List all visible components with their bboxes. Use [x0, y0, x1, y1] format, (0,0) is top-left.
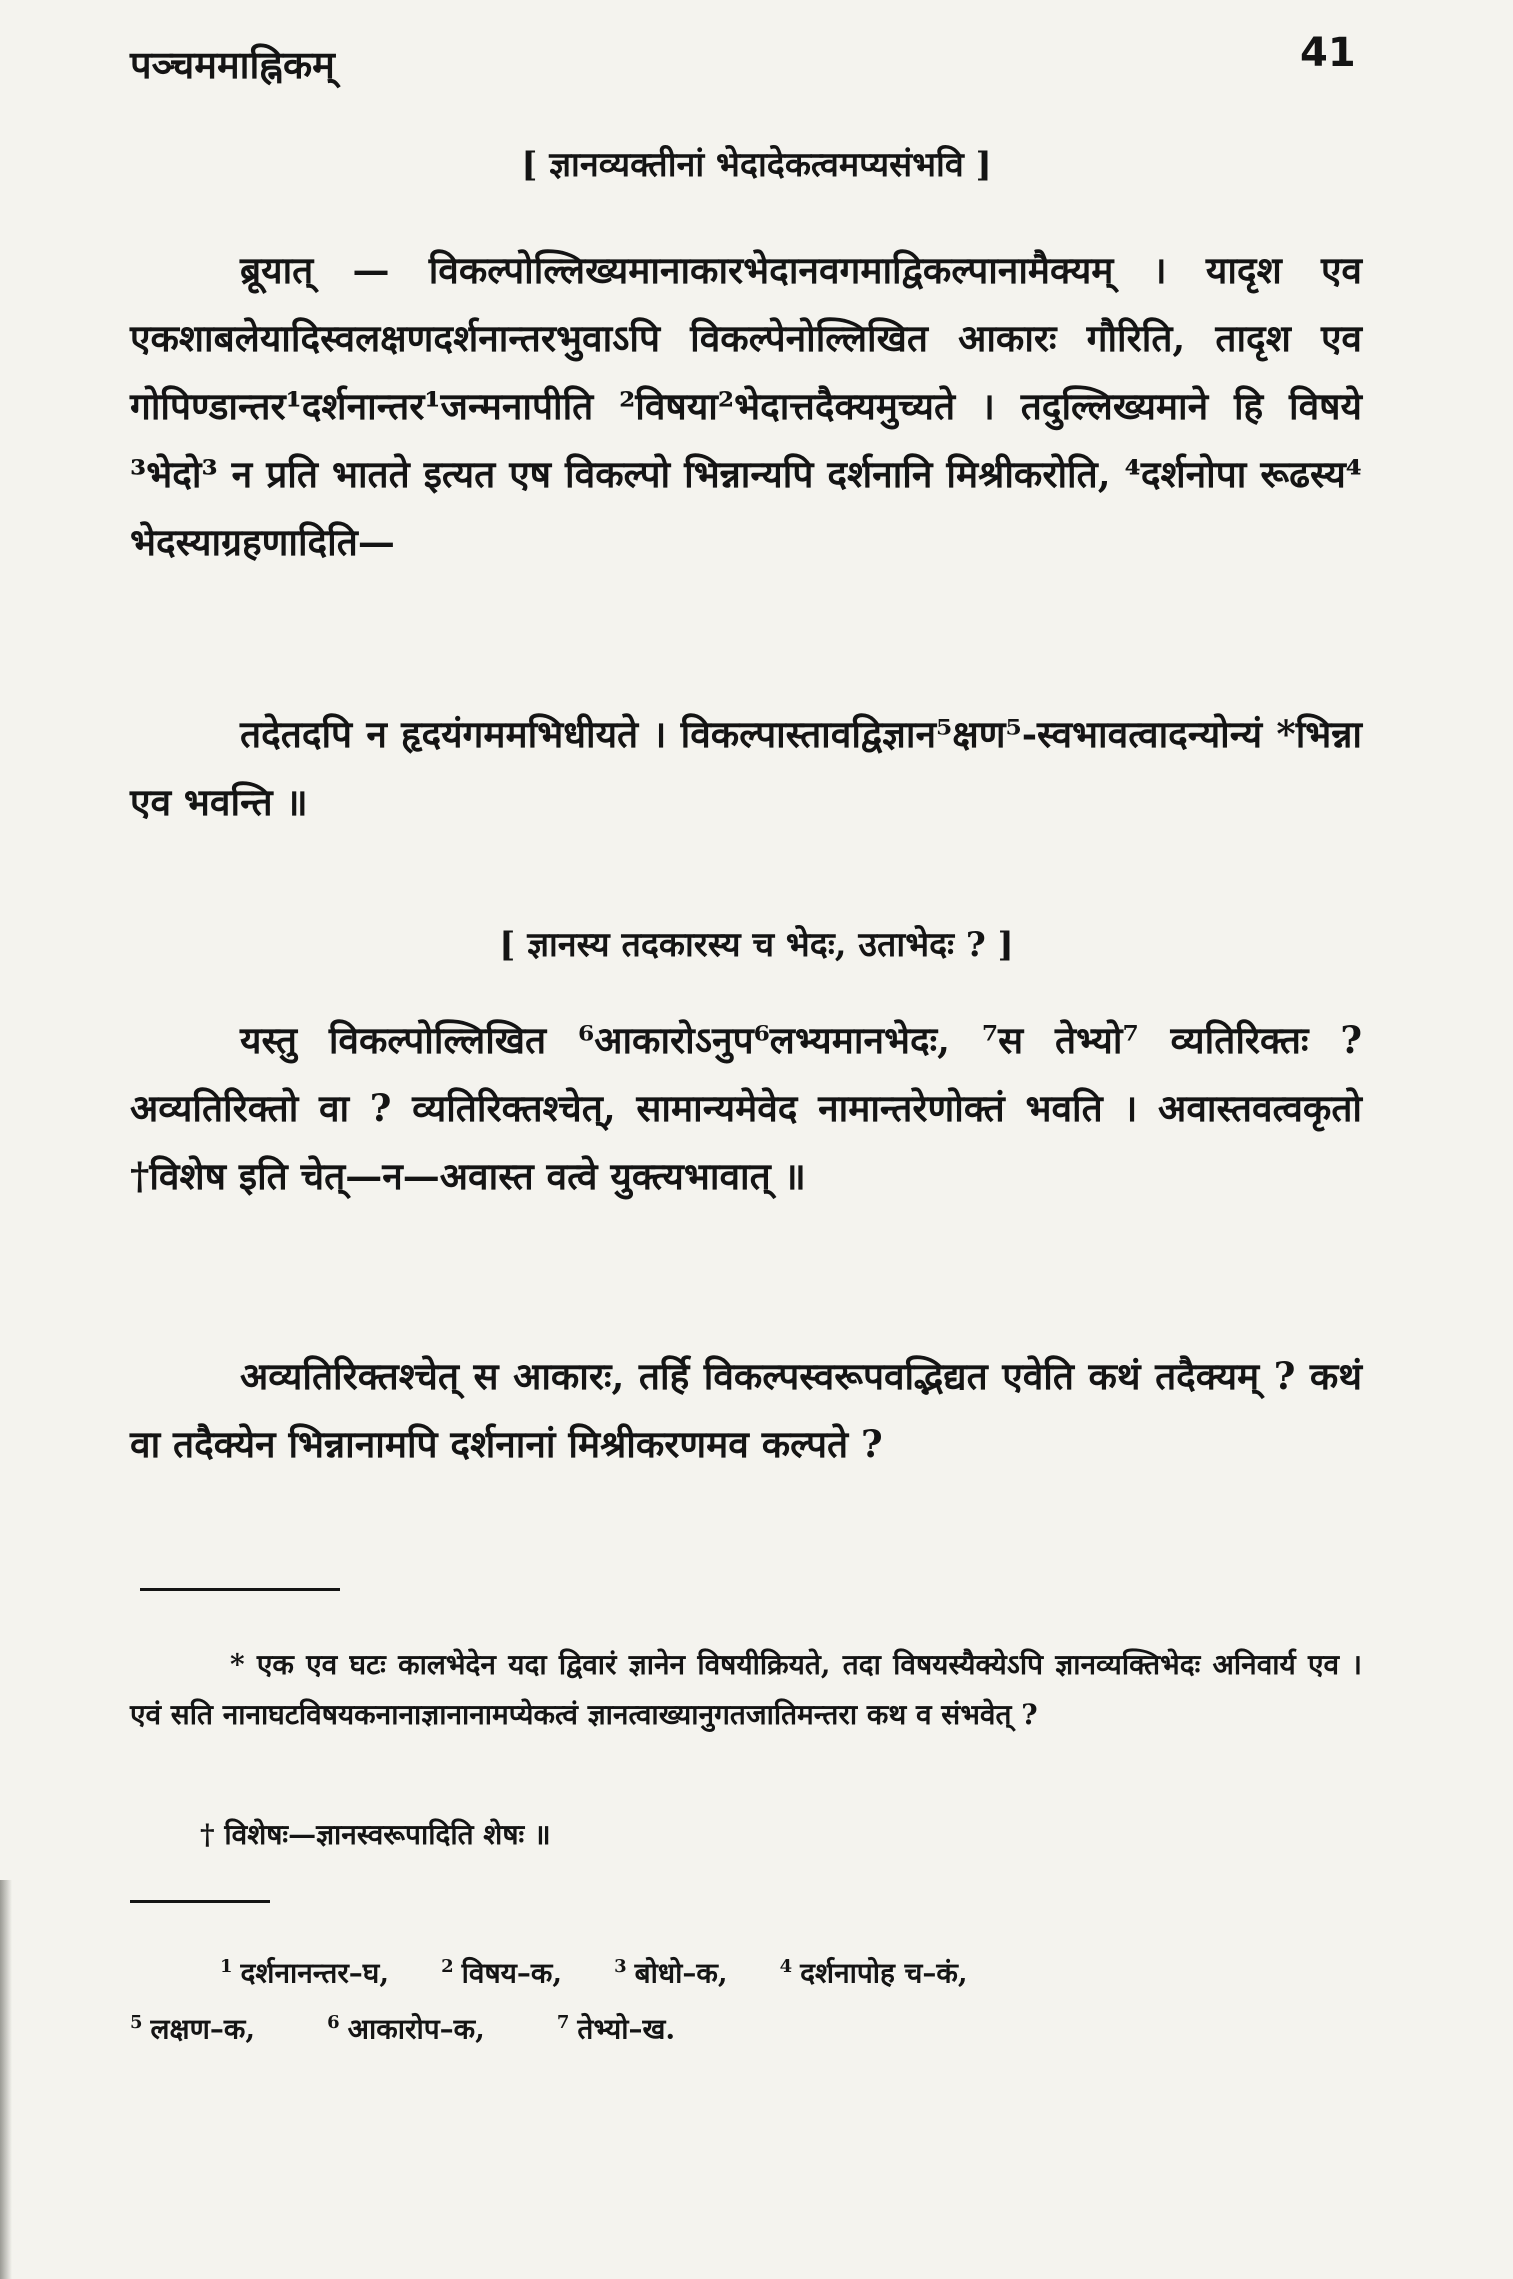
variant-4: $^4$ दर्शनापोह च–कं, — [779, 1956, 968, 1990]
paragraph-4-text: अव्यतिरिक्तश्चेत् स आकारः, तर्हि विकल्पस्वरूपवद्भिद्यत एवेति कथं तदैक्यम् ? कथं वा तदैक्येन भिन्नानामपि दर्शनानां मिश्रीकरणमव कल्पते ? — [130, 1354, 1362, 1466]
variant-readings — [130, 1942, 1380, 2055]
footnote-rule — [140, 1588, 340, 1591]
variant-1: $^1$ दर्शनानन्तर–घ, — [220, 1956, 390, 1990]
running-header: पञ्चममाह्निकम् — [130, 42, 335, 87]
footnote-dagger-text: † विशेषः—ज्ञानस्वरूपादिति शेषः ॥ — [200, 1818, 551, 1851]
variant-6: $^6$ आकारोप–क, — [327, 2012, 485, 2046]
variant-3: $^3$ बोधो–क, — [614, 1956, 728, 1990]
paragraph-4 — [130, 1342, 1362, 1478]
paragraph-3-text: यस्तु विकल्पोल्लिखित ⁶आकारोऽनुप⁶लभ्यमानभेदः, ⁷स तेभ्यो⁷ व्यतिरिक्तः ? अव्यतिरिक्तो वा ? व्यतिरिक्तश्चेत्, सामान्यमेवेद नामान्तरेणोक्तं भवति । अवास्तवत्वकृतो †विशेष इति चेत्—न—अवास्त वत्वे युक्त्यभावात् ॥ — [130, 1018, 1362, 1198]
footnote-dagger — [130, 1810, 1362, 1860]
paragraph-2 — [130, 700, 1362, 836]
page-number: 41 — [1300, 30, 1356, 76]
paragraph-2-text: तदेतदपि न हृदयंगममभिधीयते । विकल्पास्तावद्विज्ञान⁵क्षण⁵-स्वभावत्वादन्योन्यं *भिन्ना एव भवन्ति ॥ — [130, 712, 1362, 824]
variant-5: $^5$ लक्षण–क, — [130, 2012, 256, 2046]
footnote-asterisk — [130, 1640, 1362, 1740]
paragraph-1-text: ब्रूयात् — विकल्पोल्लिख्यमानाकारभेदानवगमाद्विकल्पानामैक्यम् । यादृश एव एकशाबलेयादिस्वलक्षणदर्शनान्तरभुवाऽपि विकल्पेनोल्लिखित आकारः गौरिति, तादृश एव गोपिण्डान्तर¹दर्शनान्तर¹जन्मनापीति ²विषया²भेदात्तदैक्यमुच्यते । तदुल्लिख्यमाने हि विषये ³भेदो³ न प्रति भातते इत्यत एष विकल्पो भिन्नान्यपि दर्शनानि मिश्रीकरोति, ⁴दर्शनोपा रूढस्य⁴ भेदस्याग्रहणादिति— — [130, 248, 1362, 564]
scan-edge-shadow — [0, 1880, 12, 2279]
section-heading-1: [ ज्ञानव्यक्तीनां भेदादेकत्वमप्यसंभवि ] — [521, 145, 992, 185]
variant-2: $^2$ विषय–क, — [441, 1956, 563, 1990]
variants-rule — [130, 1900, 270, 1903]
section-heading-2: [ ज्ञानस्य तदकारस्य च भेदः, उताभेदः ? ] — [499, 925, 1014, 965]
paragraph-3 — [130, 1006, 1362, 1210]
variant-row-1 — [130, 1942, 1380, 1998]
footnote-asterisk-text: * एक एव घटः कालभेदेन यदा द्विवारं ज्ञानेन विषयीक्रियते, तदा विषयस्यैक्येऽपि ज्ञानव्यक्तिभेदः अनिवार्य एव । एवं सति नानाघटविषयकनानाज्ञानानामप्येकत्वं ज्ञानत्वाख्यानुगतजातिमन्तरा कथ व संभवेत् ? — [130, 1648, 1362, 1731]
variant-row-2 — [130, 1998, 1380, 2054]
paragraph-1 — [130, 236, 1362, 576]
variant-7: $^7$ तेभ्यो–ख. — [556, 2012, 676, 2046]
